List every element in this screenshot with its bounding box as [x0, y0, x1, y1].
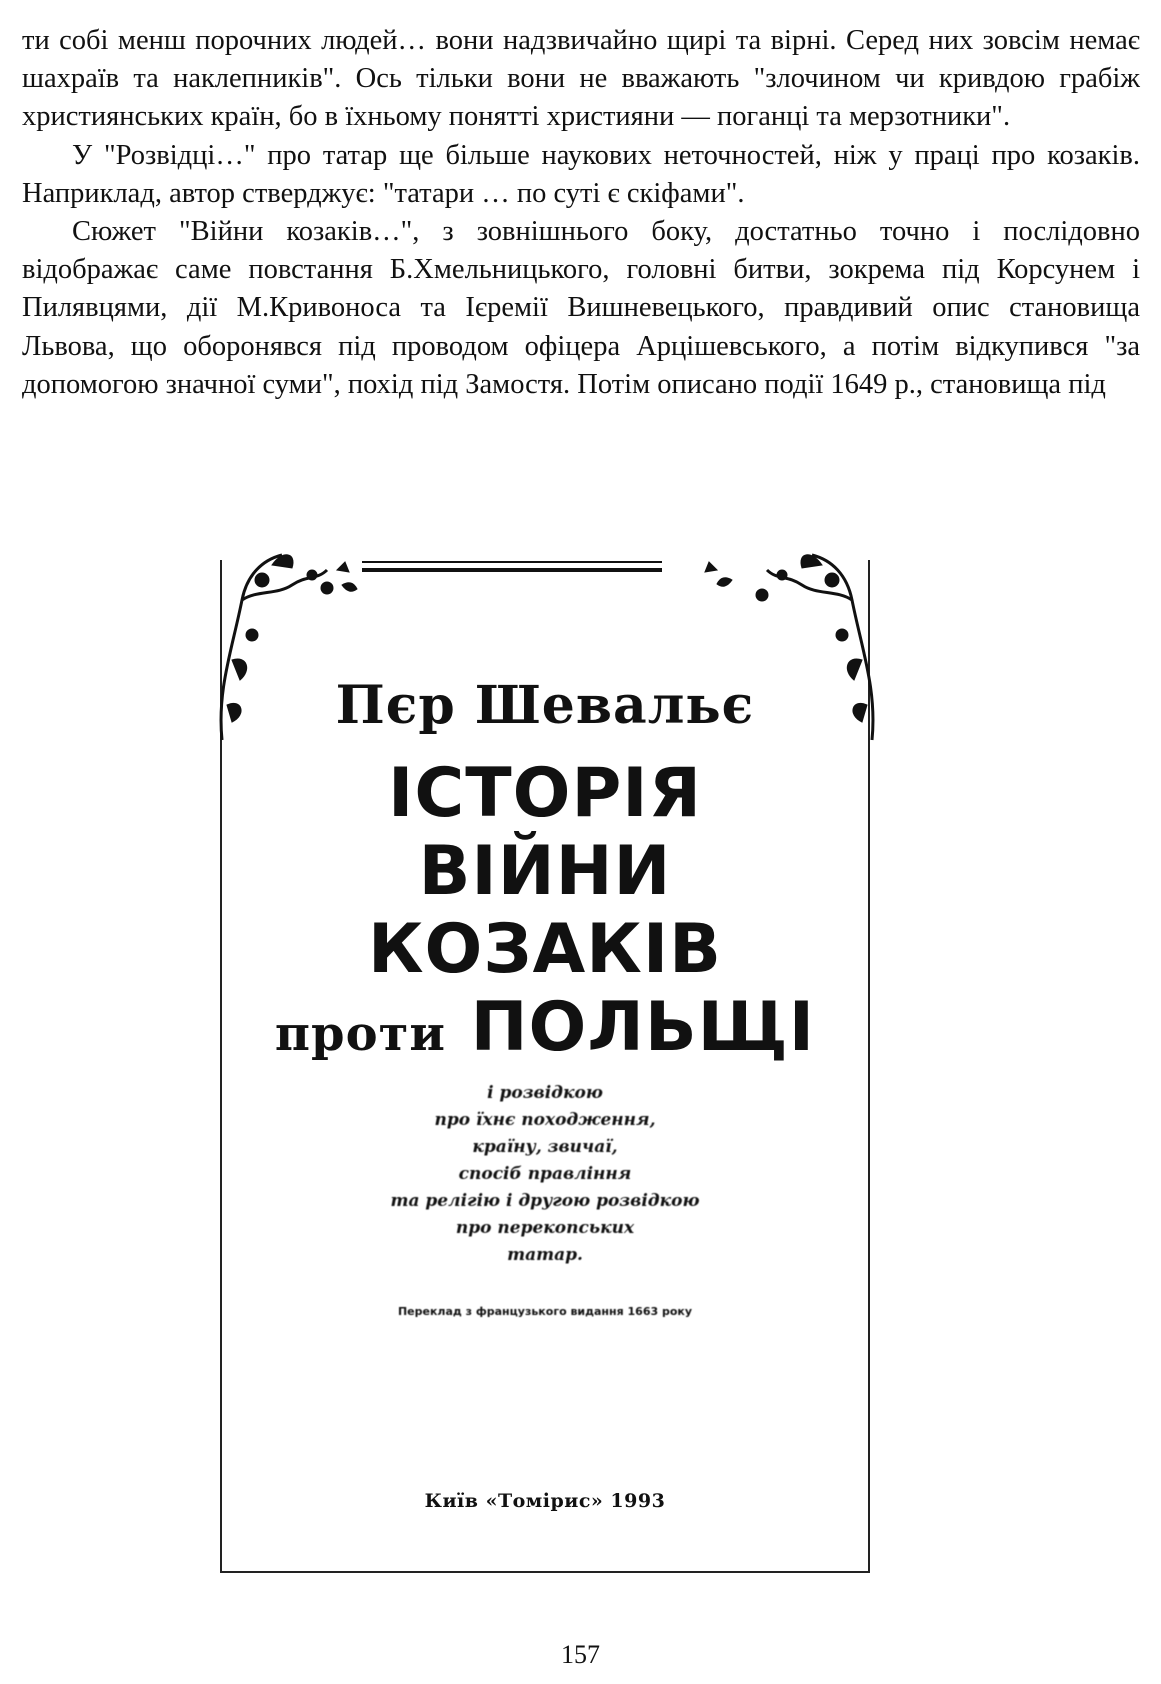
cover-subtitle-line: про перекопських	[455, 1218, 635, 1238]
cover-title-word: ПОЛЬЩІ	[470, 988, 816, 1067]
book-cover-image	[220, 560, 870, 1573]
cover-subtitle-line: і розвідкою	[487, 1083, 603, 1103]
cover-title-line	[222, 989, 868, 1073]
cover-title-line: ВІЙНИ	[418, 832, 672, 911]
page-number: 157	[561, 1640, 600, 1669]
paragraph: ти собі менш порочних людей… вони надзвичайно щирі та вірні. Серед них зовсім немає шахраїв та наклепників". Ось тільки вони не вважають "злочином чи кривдою грабіж християнських країн, бо в їхньому понятті християни — поганці та мерзотники".	[22, 25, 1140, 133]
cover-title-line: КОЗАКІВ	[367, 910, 723, 989]
cover-subtitle	[222, 1080, 868, 1269]
paragraph: Сюжет "Війни козаків…", з зовнішнього боку, достатньо точно і послідовно відображає саме повстання Б.Хмельницького, головні битви, зокрема під Корсунем і Пилявцями, дії М.Кривоноса та Ієремії Вишневецького, правдивий опис становища Львова, що оборонявся під проводом офіцера Арцішевського, а потім відкупився "за допомогою значної суми", похід під Замостя. Потім описано події 1649 р., становища під	[22, 216, 1140, 400]
cover-title-line: ІСТОРІЯ	[388, 754, 702, 833]
cover-subtitle-line: та релігію і другою розвідкою	[390, 1191, 700, 1211]
body-text	[22, 22, 1140, 404]
cover-title-prefix: проти	[274, 1006, 446, 1062]
cover-translation-note: Переклад з французького видання 1663 року	[397, 1305, 693, 1318]
cover-subtitle-line: спосіб правління	[458, 1164, 632, 1184]
cover-subtitle-line: татар.	[507, 1245, 583, 1265]
cover-author: Пєр Шевальє	[335, 675, 755, 736]
cover-subtitle-line: країну, звичаї,	[472, 1137, 618, 1157]
paragraph: У "Розвідці…" про татар ще більше наукових неточностей, ніж у праці про козаків. Наприклад, автор стверджує: "татари … по суті є скіфами".	[22, 139, 1140, 209]
cover-subtitle-line: про їхнє походження,	[434, 1110, 656, 1130]
cover-imprint: Київ «Томірис» 1993	[424, 1490, 666, 1512]
cover-title	[222, 755, 868, 1073]
